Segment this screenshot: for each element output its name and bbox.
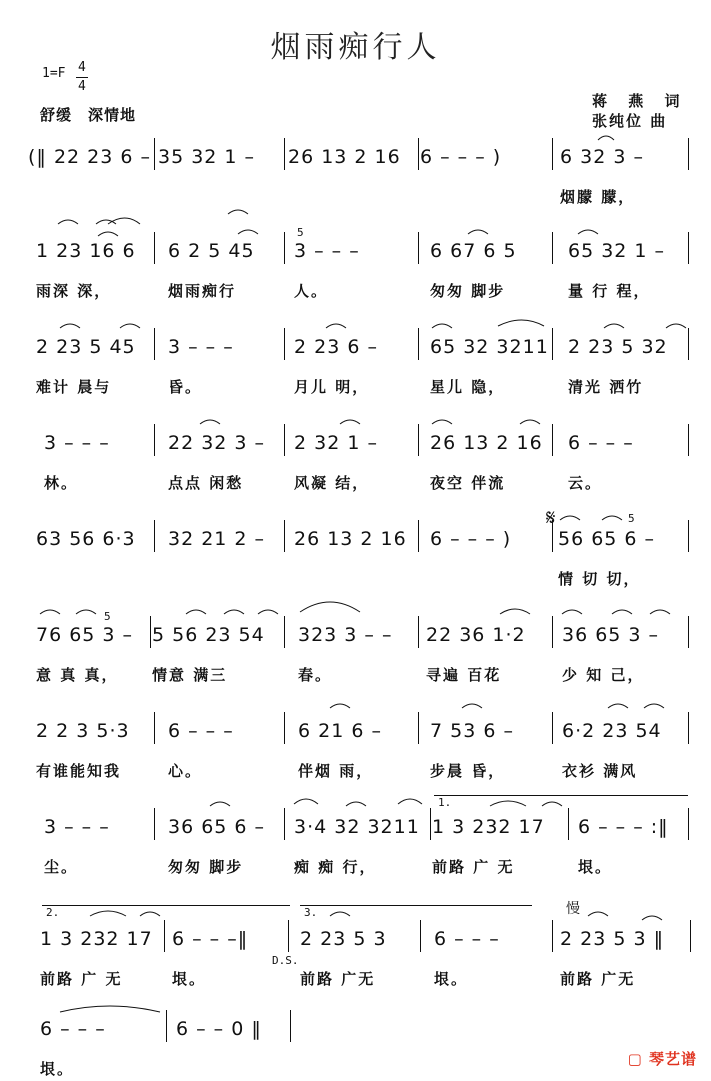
measure-notes: 63 56 6·3 xyxy=(36,528,136,550)
time-signature-bottom: 4 xyxy=(78,79,86,94)
tempo-slow-mark: 慢 xyxy=(566,901,580,917)
measure-notes: 2 23 5 3 xyxy=(300,928,387,950)
bar-line xyxy=(690,920,691,952)
measure-notes: 6 – – 0 ‖ xyxy=(176,1018,262,1040)
measure-notes: 1 3 232 17 xyxy=(40,928,153,950)
measure-lyrics: 量 行 程， xyxy=(568,282,651,300)
measure-lyrics: 难计 晨与 xyxy=(36,378,112,396)
bar-line xyxy=(688,232,689,264)
bar-line xyxy=(688,328,689,360)
bar-line xyxy=(284,138,285,170)
dal-segno-mark: D.S. xyxy=(272,954,299,967)
bar-line xyxy=(418,616,419,648)
measure-notes: 26 13 2 16 xyxy=(294,528,407,550)
measure-lyrics: 前路 广 无 xyxy=(40,970,123,988)
measure-notes: 6 – – – xyxy=(40,1018,106,1040)
logo-icon: ▢ xyxy=(627,1050,643,1068)
measure-lyrics: 人。 xyxy=(294,282,329,300)
measure-notes: 36 65 6 – xyxy=(168,816,266,838)
bar-line xyxy=(418,424,419,456)
measure-notes: 2 23 5 3 ‖ xyxy=(560,928,665,950)
bar-line xyxy=(288,920,289,952)
measure-notes: 65 32 1 – xyxy=(568,240,666,262)
bar-line xyxy=(552,138,553,170)
bar-line xyxy=(430,808,431,840)
bar-line xyxy=(166,1010,167,1042)
key-signature: 1=F xyxy=(42,66,66,81)
measure-lyrics: 痴 痴 行， xyxy=(294,858,377,876)
measure-notes: 2 32 1 – xyxy=(294,432,378,454)
measure-notes: 3 – – – xyxy=(294,240,360,262)
composer-credit: 张纯位 曲 xyxy=(592,112,668,130)
bar-line xyxy=(290,1010,291,1042)
measure-lyrics: 夜空 伴流 xyxy=(430,474,506,492)
bar-line xyxy=(154,232,155,264)
bar-line xyxy=(284,712,285,744)
measure-notes: 3 – – – xyxy=(44,432,110,454)
bar-line xyxy=(154,520,155,552)
bar-line xyxy=(284,808,285,840)
measure-notes: 22 32 3 – xyxy=(168,432,266,454)
volta-3-bracket xyxy=(300,905,532,906)
measure-lyrics: 少 知 己， xyxy=(562,666,645,684)
bar-line xyxy=(688,520,689,552)
measure-notes: 1 3 232 17 xyxy=(432,816,545,838)
measure-lyrics: 林。 xyxy=(44,474,79,492)
measure-lyrics: 伴烟 雨， xyxy=(298,762,374,780)
measure-notes: 6 – – – :‖ xyxy=(578,816,669,838)
site-logo xyxy=(628,1048,697,1069)
measure-notes: 6 2 5 45 xyxy=(168,240,255,262)
bar-line xyxy=(154,424,155,456)
bar-line xyxy=(154,328,155,360)
bar-line xyxy=(688,808,689,840)
tempo-marking: 舒缓 深情地 xyxy=(40,106,137,124)
bar-line xyxy=(688,424,689,456)
measure-lyrics: 意 真 真， xyxy=(36,666,119,684)
measure-notes: 1 23 16 6 xyxy=(36,240,136,262)
measure-notes: 6·2 23 54 xyxy=(562,720,662,742)
song-title: 烟雨痴行人 xyxy=(270,30,441,65)
measure-notes: 76 65 3 – xyxy=(36,624,134,646)
bar-line xyxy=(568,808,569,840)
measure-lyrics: 衣衫 满风 xyxy=(562,762,638,780)
volta-2-label: 2. xyxy=(46,906,60,919)
measure-notes: 5 56 23 54 xyxy=(152,624,265,646)
bar-line xyxy=(552,424,553,456)
logo-text: 琴艺谱 xyxy=(648,1050,697,1068)
measure-lyrics: 雨深 深， xyxy=(36,282,112,300)
measure-notes: 7 53 6 – xyxy=(430,720,514,742)
grace-note-mark: 5 xyxy=(104,610,111,623)
segno-icon: 𝄋 xyxy=(546,506,556,531)
measure-lyrics: 清光 洒竹 xyxy=(568,378,644,396)
measure-lyrics: 垠。 xyxy=(434,970,469,988)
measure-lyrics: 前路 广无 xyxy=(300,970,376,988)
measure-notes: 6 67 6 5 xyxy=(430,240,517,262)
measure-notes: (‖ 22 23 6 – xyxy=(28,146,152,168)
measure-lyrics: 垠。 xyxy=(578,858,613,876)
measure-lyrics: 前路 广 无 xyxy=(432,858,515,876)
measure-lyrics: 匆匆 脚步 xyxy=(168,858,244,876)
bar-line xyxy=(284,328,285,360)
volta-2-bracket xyxy=(42,905,290,906)
bar-line xyxy=(418,520,419,552)
measure-notes: 6 – – – ) xyxy=(420,146,502,168)
measure-notes: 56 65 6 – xyxy=(558,528,656,550)
measure-notes: 35 32 1 – xyxy=(158,146,256,168)
bar-line xyxy=(418,232,419,264)
measure-notes: 65 32 3211 xyxy=(430,336,549,358)
measure-lyrics: 风凝 结， xyxy=(294,474,370,492)
measure-notes: 3 – – – xyxy=(168,336,234,358)
bar-line xyxy=(552,712,553,744)
measure-notes: 2 23 5 45 xyxy=(36,336,136,358)
bar-line xyxy=(688,712,689,744)
measure-lyrics: 寻遍 百花 xyxy=(426,666,502,684)
bar-line xyxy=(164,920,165,952)
bar-line xyxy=(552,920,553,952)
bar-line xyxy=(284,520,285,552)
measure-notes: 6 32 3 – xyxy=(560,146,644,168)
measure-notes: 2 23 6 – xyxy=(294,336,378,358)
measure-notes: 26 13 2 16 xyxy=(430,432,543,454)
volta-3-label: 3. xyxy=(304,906,318,919)
grace-note-mark: 5 xyxy=(628,512,635,525)
measure-lyrics: 垠。 xyxy=(172,970,207,988)
bar-line xyxy=(552,616,553,648)
measure-lyrics: 步晨 昏， xyxy=(430,762,506,780)
measure-lyrics: 情 切 切， xyxy=(558,570,641,588)
measure-notes: 6 – – –‖ xyxy=(172,928,249,950)
measure-lyrics: 有谁能知我 xyxy=(36,762,122,780)
bar-line xyxy=(284,616,285,648)
volta-1-label: 1. xyxy=(438,796,452,809)
bar-line xyxy=(154,712,155,744)
measure-notes: 22 36 1·2 xyxy=(426,624,526,646)
measure-lyrics: 尘。 xyxy=(44,858,79,876)
measure-lyrics: 云。 xyxy=(568,474,603,492)
time-signature-top: 4 xyxy=(78,60,86,75)
measure-lyrics: 垠。 xyxy=(40,1060,75,1078)
measure-lyrics: 情意 满三 xyxy=(152,666,228,684)
bar-line xyxy=(552,328,553,360)
grace-note-mark: 5 xyxy=(297,226,304,239)
measure-notes: 3·4 32 3211 xyxy=(294,816,420,838)
bar-line xyxy=(284,232,285,264)
measure-notes: 32 21 2 – xyxy=(168,528,266,550)
measure-lyrics: 点点 闲愁 xyxy=(168,474,244,492)
measure-lyrics: 心。 xyxy=(168,762,203,780)
bar-line xyxy=(418,328,419,360)
measure-notes: 2 23 5 32 xyxy=(568,336,668,358)
volta-1-bracket xyxy=(434,795,688,796)
measure-notes: 323 3 – – xyxy=(298,624,393,646)
measure-lyrics: 匆匆 脚步 xyxy=(430,282,506,300)
bar-line xyxy=(688,138,689,170)
bar-line xyxy=(420,920,421,952)
measure-notes: 6 – – – ) xyxy=(430,528,512,550)
bar-line xyxy=(154,808,155,840)
bar-line xyxy=(150,616,151,648)
measure-notes: 2 2 3 5·3 xyxy=(36,720,130,742)
bar-line xyxy=(552,232,553,264)
measure-lyrics: 昏。 xyxy=(168,378,203,396)
measure-lyrics: 烟朦 朦， xyxy=(560,188,636,206)
measure-lyrics: 月儿 明， xyxy=(294,378,370,396)
measure-notes: 3 – – – xyxy=(44,816,110,838)
time-signature-line xyxy=(76,77,88,78)
bar-line xyxy=(418,712,419,744)
bar-line xyxy=(284,424,285,456)
measure-notes: 6 21 6 – xyxy=(298,720,382,742)
measure-lyrics: 春。 xyxy=(298,666,333,684)
measure-lyrics: 前路 广无 xyxy=(560,970,636,988)
bar-line xyxy=(688,616,689,648)
measure-notes: 6 – – – xyxy=(168,720,234,742)
measure-lyrics: 星儿 隐， xyxy=(430,378,506,396)
measure-lyrics: 烟雨痴行 xyxy=(168,282,237,300)
measure-notes: 6 – – – xyxy=(568,432,634,454)
lyricist-credit: 蒋 燕 词 xyxy=(592,92,688,110)
bar-line xyxy=(418,138,419,170)
measure-notes: 6 – – – xyxy=(434,928,500,950)
measure-notes: 26 13 2 16 xyxy=(288,146,401,168)
bar-line xyxy=(154,138,155,170)
measure-notes: 36 65 3 – xyxy=(562,624,660,646)
